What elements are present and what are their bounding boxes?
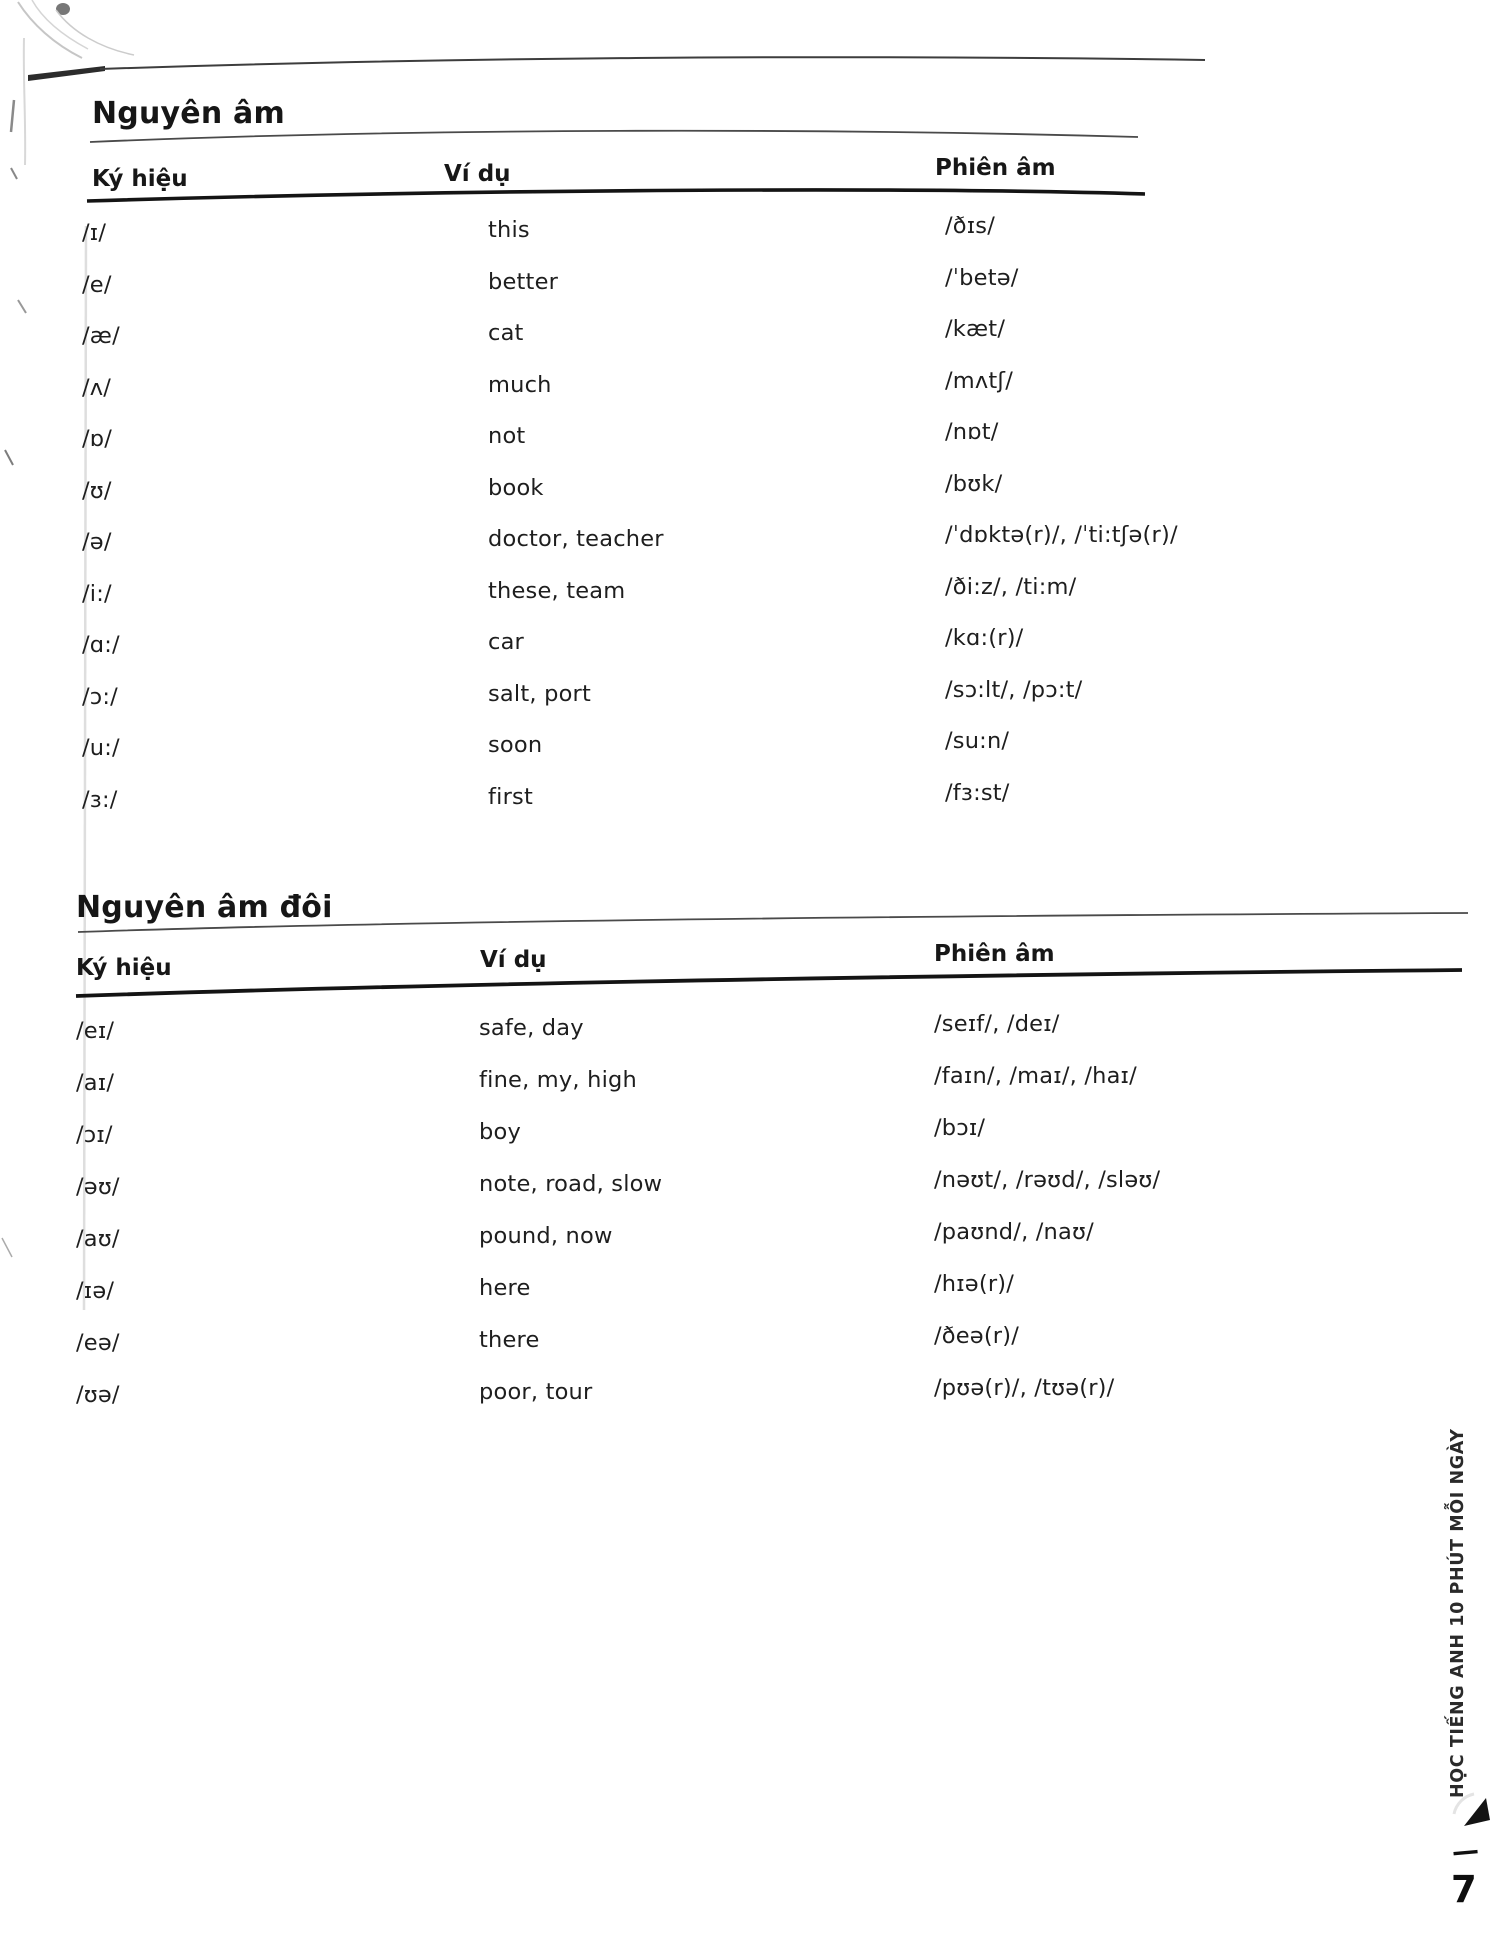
example-word: not xyxy=(488,423,526,449)
ipa-symbol: /ɔ:/ xyxy=(82,683,118,710)
phonetic-transcription: /sɔ:lt/, /pɔ:t/ xyxy=(945,676,1083,703)
example-word: there xyxy=(479,1327,540,1353)
ipa-symbol: /e/ xyxy=(82,271,112,298)
table2-header-example: Ví dụ xyxy=(480,947,547,973)
table-row xyxy=(82,311,1462,363)
table1-header-phonetic: Phiên âm xyxy=(935,155,1056,181)
example-word: here xyxy=(479,1275,531,1301)
phonetic-transcription: /ˈbetə/ xyxy=(945,264,1019,291)
table1-header-example: Ví dụ xyxy=(444,161,511,187)
table2-header-symbol: Ký hiệu xyxy=(76,955,172,981)
table-row xyxy=(76,1370,1456,1422)
page-edge-wedge xyxy=(28,66,105,81)
table-row xyxy=(82,414,1462,466)
phonetic-transcription: /ðeə(r)/ xyxy=(934,1323,1020,1349)
table-row xyxy=(82,208,1462,260)
phonetic-transcription: /mʌtʃ/ xyxy=(945,367,1013,394)
table-row xyxy=(76,1266,1456,1318)
vowel-table xyxy=(82,208,1462,826)
table2-header-rule xyxy=(76,970,1462,996)
phonetic-transcription: /bʊk/ xyxy=(945,470,1003,497)
section1-underline xyxy=(90,131,1138,142)
table-row xyxy=(82,620,1462,672)
example-word: doctor, teacher xyxy=(488,526,664,552)
example-word: book xyxy=(488,474,544,501)
table-row xyxy=(82,363,1462,415)
ipa-symbol: /ʊ/ xyxy=(82,477,112,504)
phonetic-transcription: /nɒt/ xyxy=(945,419,999,445)
phonetic-transcription: /ˈdɒktə(r)/, /ˈti:tʃə(r)/ xyxy=(945,522,1178,548)
phonetic-transcription: /fɜ:st/ xyxy=(945,779,1010,806)
table1-header-rule xyxy=(87,190,1145,201)
phonetic-transcription: /seɪf/, /deɪ/ xyxy=(934,1011,1060,1037)
example-word: poor, tour xyxy=(479,1379,593,1405)
example-word: much xyxy=(488,371,552,398)
phonetic-transcription: /ði:z/, /ti:m/ xyxy=(945,573,1077,600)
table2-header-phonetic: Phiên âm xyxy=(934,941,1055,967)
table-row xyxy=(76,1110,1456,1162)
table-row xyxy=(82,466,1462,518)
ink-blot xyxy=(56,3,70,15)
example-word: salt, port xyxy=(488,680,592,707)
phonetic-transcription: /hɪə(r)/ xyxy=(934,1271,1015,1297)
ipa-symbol: /ɔɪ/ xyxy=(76,1122,113,1148)
table1-header-symbol: Ký hiệu xyxy=(92,166,188,192)
pen-nib-arrow-icon xyxy=(1464,1798,1490,1826)
table-row xyxy=(76,1162,1456,1214)
phonetic-transcription: /bɔɪ/ xyxy=(934,1115,986,1141)
ipa-symbol: /aʊ/ xyxy=(76,1226,120,1252)
ipa-symbol: /ɑ:/ xyxy=(82,632,120,658)
phonetic-transcription: /faɪn/, /maɪ/, /haɪ/ xyxy=(934,1063,1137,1089)
table-row xyxy=(76,1006,1456,1058)
diphthong-table xyxy=(76,1006,1456,1422)
ipa-symbol: /ʊə/ xyxy=(76,1382,120,1408)
table-row xyxy=(82,569,1462,621)
section-title-diphthongs: Nguyên âm đôi xyxy=(76,890,333,925)
ipa-symbol: /aɪ/ xyxy=(76,1070,115,1096)
separator-mark: — xyxy=(1450,1834,1481,1869)
phonetic-transcription: /nəʊt/, /rəʊd/, /sləʊ/ xyxy=(934,1167,1161,1193)
example-word: car xyxy=(488,629,525,655)
phonetic-transcription: /pʊə(r)/, /tʊə(r)/ xyxy=(934,1375,1115,1401)
phonetic-transcription: /su:n/ xyxy=(945,728,1010,754)
ipa-symbol: /ʌ/ xyxy=(82,374,112,401)
table-row xyxy=(82,260,1462,312)
table-row xyxy=(76,1058,1456,1110)
example-word: note, road, slow xyxy=(479,1171,663,1197)
ipa-symbol: /æ/ xyxy=(82,323,120,349)
table-row xyxy=(82,775,1462,827)
section-title-vowels: Nguyên âm xyxy=(92,96,285,131)
ipa-symbol: /ɜ:/ xyxy=(82,786,118,813)
example-word: soon xyxy=(488,732,543,758)
phonetic-transcription: /kɑ:(r)/ xyxy=(945,625,1024,651)
table-row xyxy=(82,517,1462,569)
book-series-vertical-text: HỌC TIẾNG ANH 10 PHÚT MỖI NGÀY xyxy=(1448,1428,1468,1798)
table-row xyxy=(82,672,1462,724)
ipa-symbol: /əʊ/ xyxy=(76,1174,120,1200)
ipa-symbol: /ə/ xyxy=(82,529,112,555)
ipa-symbol: /eə/ xyxy=(76,1330,120,1356)
example-word: these, team xyxy=(488,577,626,604)
ipa-symbol: /ɪ/ xyxy=(82,220,107,246)
table-row xyxy=(82,723,1462,775)
ipa-symbol: /ɪə/ xyxy=(76,1278,115,1304)
ipa-symbol: /ɒ/ xyxy=(82,426,113,452)
phonetic-transcription: /paʊnd/, /naʊ/ xyxy=(934,1219,1094,1245)
table-row xyxy=(76,1214,1456,1266)
example-word: cat xyxy=(488,320,524,346)
phonetic-transcription: /ðɪs/ xyxy=(945,213,996,239)
example-word: better xyxy=(488,268,559,295)
example-word: pound, now xyxy=(479,1223,613,1249)
ipa-symbol: /u:/ xyxy=(82,735,120,761)
page-number: 7 xyxy=(1451,1868,1477,1911)
example-word: this xyxy=(488,217,530,243)
example-word: safe, day xyxy=(479,1015,584,1041)
ipa-symbol: /i:/ xyxy=(82,580,112,607)
example-word: fine, my, high xyxy=(479,1067,637,1093)
ipa-symbol: /eɪ/ xyxy=(76,1018,115,1044)
phonetic-transcription: /kæt/ xyxy=(945,316,1006,342)
page-top-curve xyxy=(100,57,1205,69)
table-row xyxy=(76,1318,1456,1370)
example-word: boy xyxy=(479,1119,521,1145)
example-word: first xyxy=(488,783,533,810)
